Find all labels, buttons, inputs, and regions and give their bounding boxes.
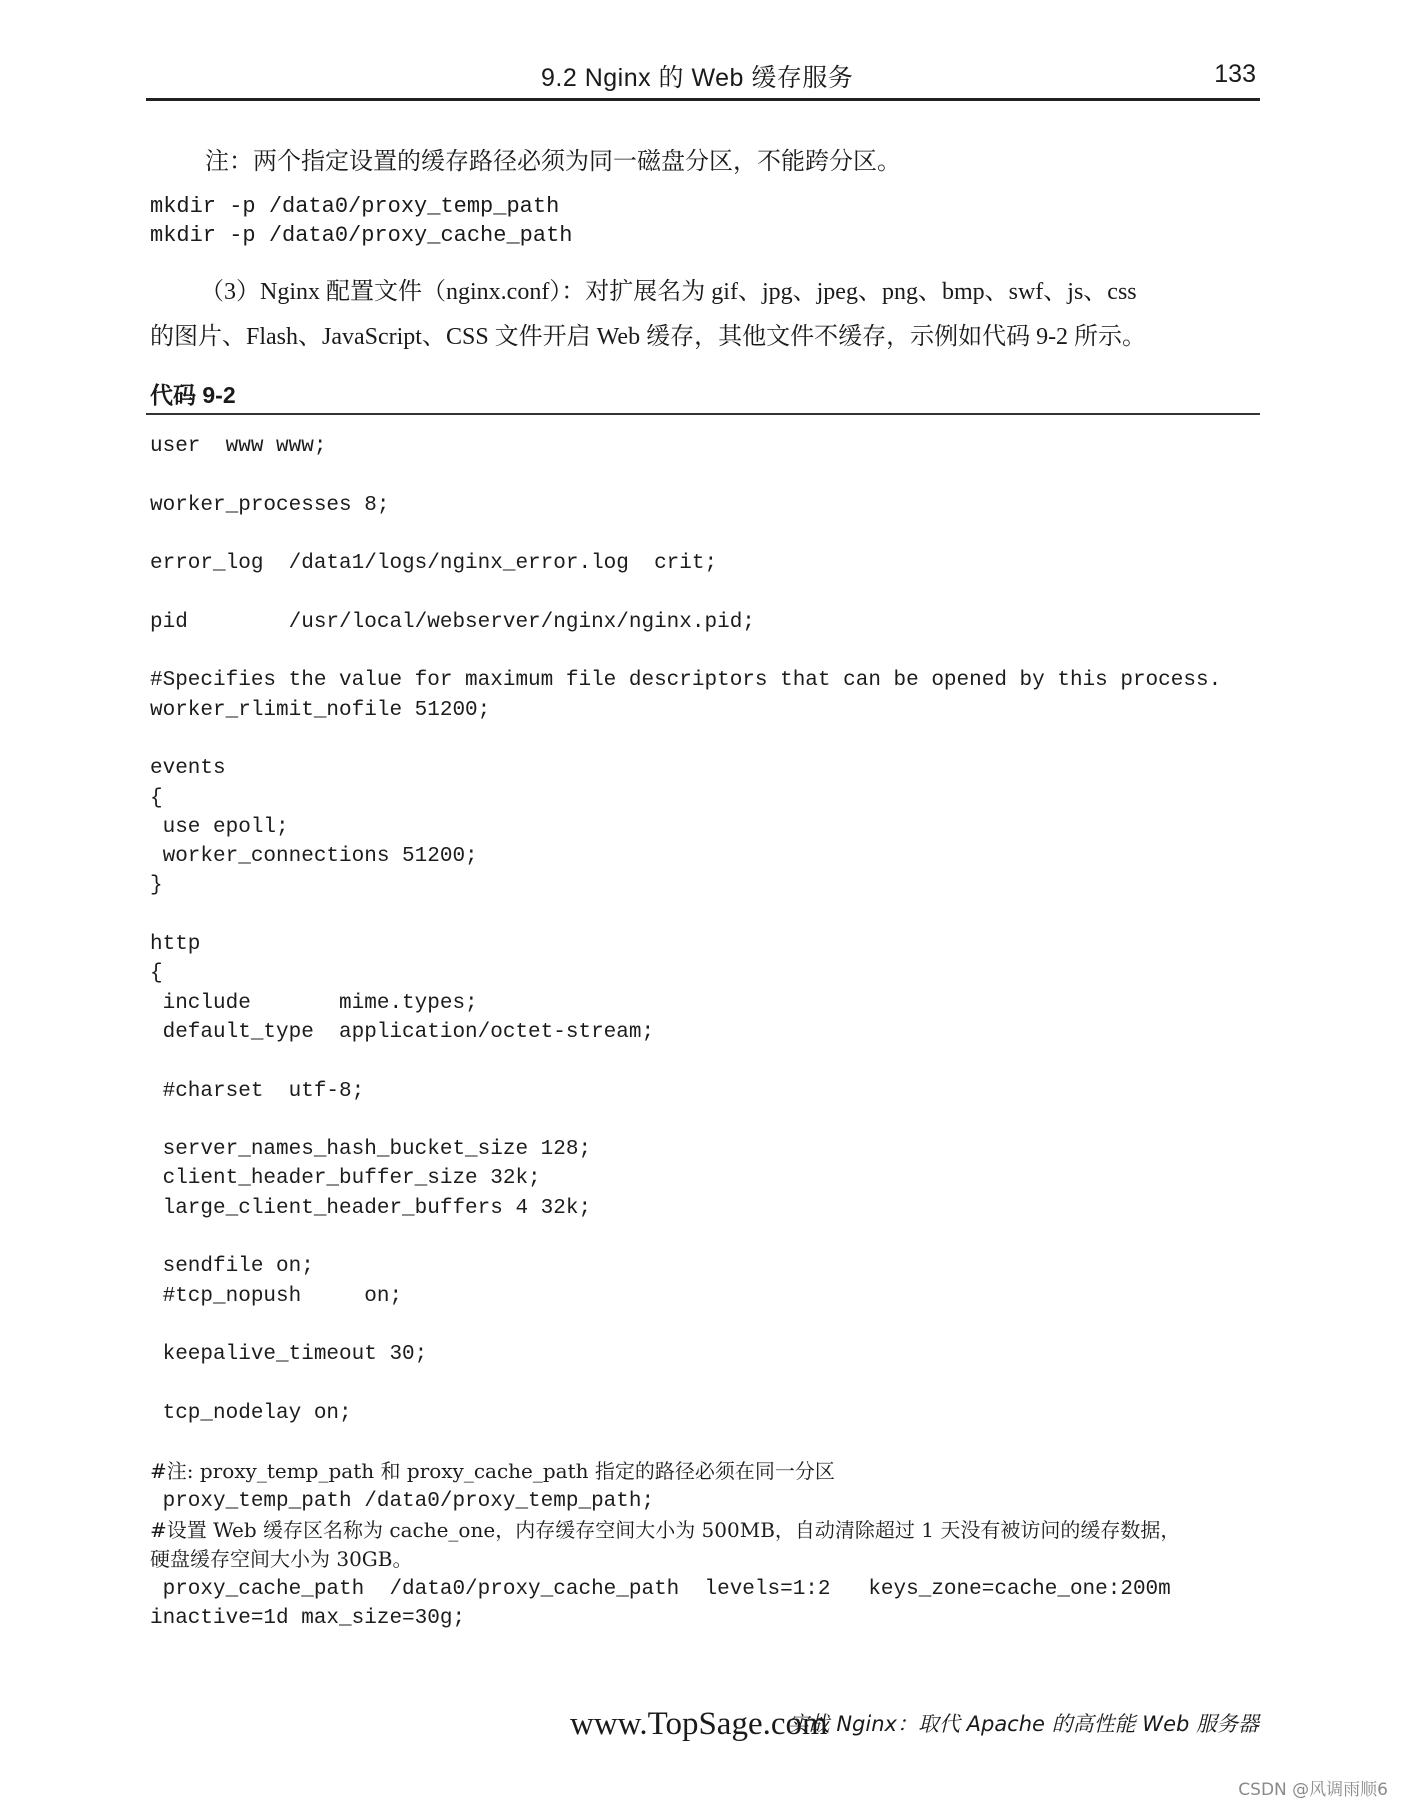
code-line: proxy_cache_path /data0/proxy_cache_path levels=1:2 keys_zone=cache_one:200m: [150, 1577, 1171, 1601]
paragraph-line: 的图片、Flash、JavaScript、CSS 文件开启 Web 缓存，其他文件不缓存，示例如代码 9-2 所示。: [150, 324, 1147, 350]
code-line: #charset utf-8;: [150, 1079, 365, 1103]
code-line: http: [150, 933, 201, 957]
code-line: keepalive_timeout 30;: [150, 1343, 428, 1367]
code-blank-line: [150, 578, 1262, 607]
code-line: {: [150, 786, 163, 810]
code-blank-line: [150, 1047, 1262, 1076]
page-header: [146, 52, 1260, 101]
code-line: large_client_header_buffers 4 32k;: [150, 1196, 592, 1220]
code-listing-label: 代码 9-2: [150, 382, 236, 408]
watermark: CSDN @风调雨顺6: [1238, 1780, 1388, 1800]
code-blank-line: [150, 1223, 1262, 1252]
code-line: #Specifies the value for maximum file descriptors that can be opened by this process.: [150, 669, 1222, 693]
code-blank-line: [150, 1370, 1262, 1399]
code-line: error_log /data1/logs/nginx_error.log crit;: [150, 552, 718, 576]
code-line: worker_connections 51200;: [150, 845, 478, 869]
footer-book-title: 实战 Nginx：取代 Apache 的高性能 Web 服务器: [787, 1712, 1259, 1736]
code-line: #设置 Web 缓存区名称为 cache_one，内存缓存空间大小为 500MB，自动清除超过 1 天没有被访问的缓存数据，: [150, 1517, 1181, 1542]
code-line: use epoll;: [150, 815, 289, 839]
code-line: server_names_hash_bucket_size 128;: [150, 1138, 592, 1162]
code-line: {: [150, 962, 163, 986]
code-line: include mime.types;: [150, 991, 478, 1015]
code-blank-line: [150, 725, 1262, 754]
running-title: 9.2 Nginx 的 Web 缓存服务: [541, 64, 854, 92]
command-line: mkdir -p /data0/proxy_cache_path: [150, 223, 573, 248]
page-number: 133: [1214, 60, 1256, 88]
code-line: events: [150, 757, 226, 781]
code-line: worker_processes 8;: [150, 493, 390, 517]
command-block: [150, 192, 572, 250]
code-line: #tcp_nopush on;: [150, 1284, 403, 1308]
code-line: client_header_buffer_size 32k;: [150, 1167, 541, 1191]
code-line: tcp_nodelay on;: [150, 1401, 352, 1425]
code-line: user www www;: [150, 435, 327, 458]
code-blank-line: [150, 1428, 1262, 1457]
code-line: inactive=1d max_size=30g;: [150, 1606, 466, 1630]
code-blank-line: [150, 1106, 1262, 1135]
code-divider: [146, 413, 1260, 415]
code-blank-line: [150, 520, 1262, 549]
note-text: 注：两个指定设置的缓存路径必须为同一磁盘分区，不能跨分区。: [205, 147, 901, 175]
code-line: }: [150, 874, 163, 898]
code-blank-line: [150, 901, 1262, 930]
code-line: #注: proxy_temp_path 和 proxy_cache_path 指定的路径必须在同一分区: [150, 1459, 835, 1484]
code-line: worker_rlimit_nofile 51200;: [150, 698, 491, 722]
code-line: proxy_temp_path /data0/proxy_temp_path;: [150, 1489, 655, 1513]
code-line: 硬盘缓存空间大小为 30GB。: [150, 1547, 413, 1572]
footer-url: www.TopSage.com: [570, 1706, 828, 1742]
paragraph-line: （3）Nginx 配置文件（nginx.conf）：对扩展名为 gif、jpg、jpeg、png、bmp、swf、js、css: [200, 279, 1137, 305]
code-blank-line: [150, 461, 1262, 490]
code-line: default_type application/octet-stream;: [150, 1020, 655, 1044]
body-paragraph: [150, 270, 1260, 360]
code-line: sendfile on;: [150, 1255, 314, 1279]
code-line: pid /usr/local/webserver/nginx/nginx.pid;: [150, 610, 755, 634]
code-blank-line: [150, 1311, 1262, 1340]
command-line: mkdir -p /data0/proxy_temp_path: [150, 194, 560, 219]
code-blank-line: [150, 637, 1262, 666]
code-listing: [150, 432, 1262, 1633]
